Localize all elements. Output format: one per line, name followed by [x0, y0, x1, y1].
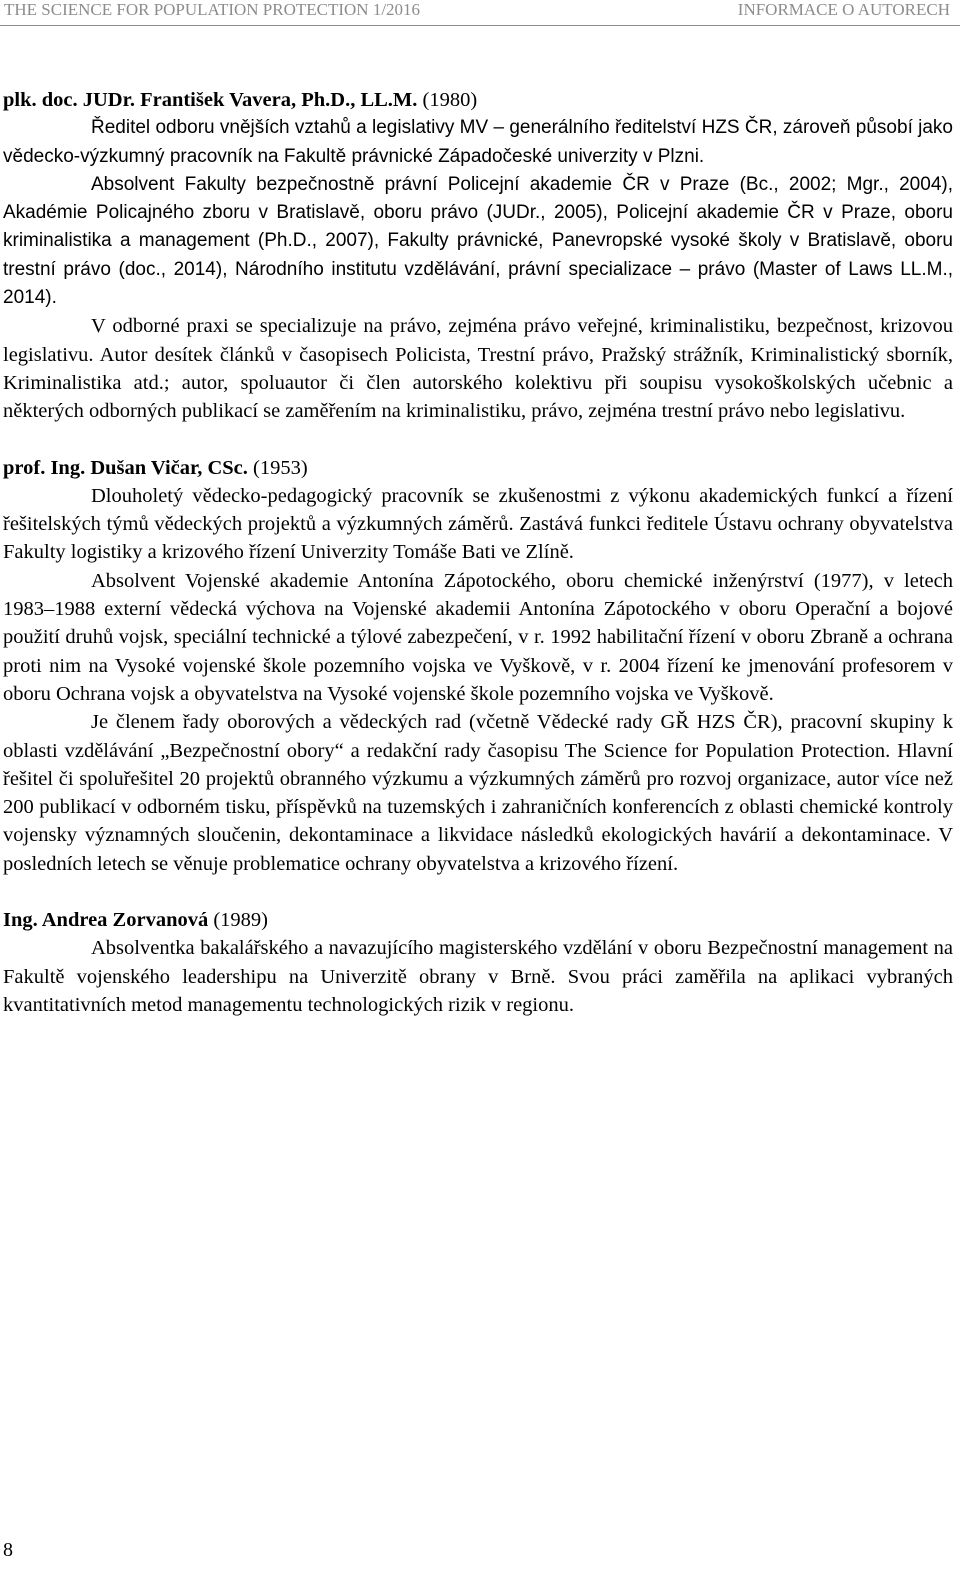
author-birth-year: (1980) — [422, 89, 478, 111]
bio-paragraph: Ředitel odboru vnějších vztahů a legislativy MV – generálního ředitelství HZS ČR, zároveň působí jako vědecko-výzkumný pracovník na Fakultě právnické Západočeské univerzity v Plzni. — [3, 117, 953, 167]
author-name: Ing. Andrea Zorvanová — [3, 909, 209, 932]
author-bio-vavera — [3, 86, 953, 426]
author-heading — [3, 454, 953, 482]
author-heading — [3, 906, 953, 934]
page-number: 8 — [3, 1539, 13, 1561]
bio-paragraph: Absolvent Vojenské akademie Antonína Zápotockého, oboru chemické inženýrství (1977), v letech 1983–1988 externí vědecká výchova na Vojenské akademii Antonína Zápotockého v oboru Operační a bojové použití druhů vojsk, speciální technické a týlové zabezpečení, v r. 1992 habilitační řízení v oboru Zbraně a ochrana proti nim na Vysoké vojenské škole pozemního vojska ve Vyškově, v r. 2004 řízení ke jmenování profesorem v oboru Ochrana vojsk a obyvatelstva na Vysoké vojenské škole pozemního vojska ve Vyškově. — [3, 569, 953, 705]
author-name: prof. Ing. Dušan Vičar, CSc. — [3, 456, 248, 479]
author-birth-year: (1953) — [253, 456, 308, 479]
running-header — [0, 0, 960, 26]
author-birth-year: (1989) — [213, 909, 269, 932]
author-list — [3, 86, 953, 1019]
section-title: INFORMACE O AUTORECH — [737, 0, 950, 19]
bio-paragraph: Dlouholetý vědecko-pedagogický pracovník se zkušenostmi z výkonu akademických funkcí a řízení řešitelských týmů vědeckých projektů a výzkumných záměrů. Zastává funkci ředitele Ústavu ochrany obyvatelstva Fakulty logistiky a krizového řízení Univerzity Tomáše Bati ve Zlíně. — [3, 484, 953, 564]
journal-title: THE SCIENCE FOR POPULATION PROTECTION 1/2016 — [4, 0, 421, 19]
bio-paragraph: Absolvent Fakulty bezpečnostně právní Policejní akademie ČR v Praze (Bc., 2002; Mgr., 2004), Akadémie Policajného zboru v Bratislavě, oboru právo (JUDr., 2005), Policejní akademie ČR v Praze, oboru kriminalistika a management (Ph.D., 2007), Fakulty právnické, Panevropské vysoké školy v Bratislavě, oboru trestní právo (doc., 2014), Národního institutu vzdělávání, právní specializace – právo (Master of Laws LL.M., 2014). — [3, 173, 953, 309]
bio-paragraph: Je členem řady oborových a vědeckých rad (včetně Vědecké rady GŘ HZS ČR), pracovní skupiny k oblasti vzdělávání „Bezpečnostní obory“ a redakční rady časopisu The Science for Population Protection. Hlavní řešitel či spoluřešitel 20 projektů obranného výzkumu a výzkumných záměrů pro rozvoj organizace, autor více než 200 publikací v odborném tisku, příspěvků na tuzemských i zahraničních konferencích z oblasti chemické kontroly vojensky významných sloučenin, dekontaminace a likvidace následků ekologických havárií a dekontaminace. V posledních letech se věnuje problematice ochrany obyvatelstva a krizového řízení. — [3, 711, 953, 875]
author-name: plk. doc. JUDr. František Vavera, Ph.D., LL.M. — [3, 89, 418, 111]
bio-paragraph: V odborné praxi se specializuje na právo, zejména právo veřejné, kriminalistiku, bezpečnost, krizovou legislativu. Autor desítek článků v časopisech Policista, Trestní právo, Pražský strážník, Kriminalistický sborník, Kriminalistika atd.; autor, spoluautor či člen autorského kolektivu při soupisu vysokoškolských učebnic a některých odborných publikací se zaměřením na kriminalistiku, právo, zejména trestní právo nebo legislativu. — [3, 315, 953, 423]
bio-paragraph: Absolventka bakalářského a navazujícího magisterského vzdělání v oboru Bezpečnostní management na Fakultě vojenského leadershipu na Univerzitě obrany v Brně. Svou práci zaměřila na aplikaci vybraných kvantitativních metod managementu technologických rizik v regionu. — [3, 937, 953, 1016]
author-bio-vicar — [3, 454, 953, 878]
header-divider — [0, 25, 960, 26]
author-heading — [3, 86, 953, 114]
author-bio-zorvanova — [3, 906, 953, 1019]
